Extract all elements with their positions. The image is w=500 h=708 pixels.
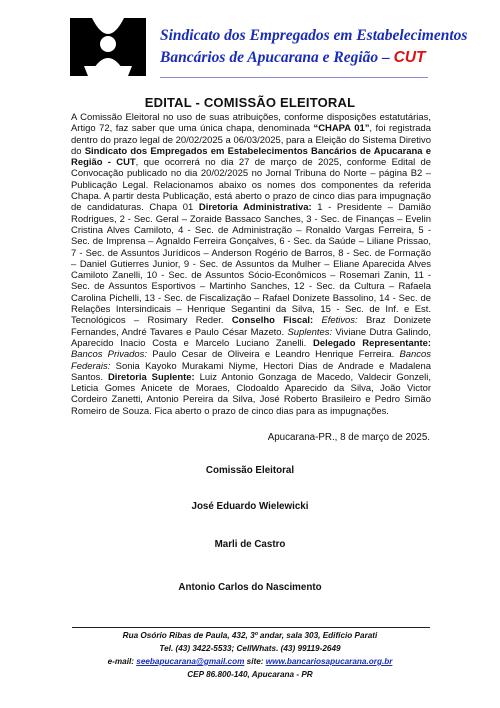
bancos-privados-label: Bancos Privados:: [71, 349, 148, 361]
union-members-silhouette-icon: [70, 18, 146, 76]
footer-email-label: e-mail:: [107, 657, 137, 666]
body-text: , que ocorrerá no dia 27 de março de 2025, conforme Edital de Convocação publicado no dia 20/02/2025 no Jornal Tribuna do Norte – página B2 – Publicação Legal. Relacionamos abaixo os nomes dos componentes da referida Chapa. A partir desta Publicação, está aberto o prazo de cinco dias para impugnação de candidaturas. Chapa 01: [71, 157, 432, 214]
bancos-federais-members: Sonia Kayoko Murakami Niyme, Hectori Dias de Andrade e Madalena Santos.: [71, 360, 431, 383]
signature-name: Marli de Castro: [214, 539, 286, 550]
efetivos-label: Efetivos:: [313, 315, 358, 327]
footer-site-label: site:: [244, 657, 266, 666]
suplentes-label: Suplentes:: [287, 326, 333, 338]
header-line2-text: Bancários de Apucarana e Região –: [160, 49, 394, 66]
footer-contacts: [0, 657, 500, 666]
union-logo: [70, 18, 146, 76]
bancos-privados-members: Paulo Cesar de Oliveira e Leandro Henrique Ferreira.: [147, 349, 400, 361]
diretoria-administrativa-members: 1 - Presidente – Damião Rodrigues, 2 - Sec. Geral – Zoraide Bassaco Sanches, 3 - Sec. de Finanças – Evelin Cristina Alves Camiloto, 4 - Sec. de Administração – Ronaldo Vargas Ferreira, 5 - Sec. de Imprensa – Agnaldo Ferreira Gonçalves, 6 - Sec. da Saúde – Liliane Prissao, 7 - Sec. de Assuntos Jurídicos – Anderson Rogério de Barros, 8 - Sec. de Formação – Daniel Gutierres Junior, 9 - Sec. de Assuntos da Mulher – Eliane Aparecida Alves Camiloto Zanelli, 10 - Sec. de Assuntos Sócio-Econômicos – Rosemari Zanin, 11 - Sec. de Assuntos Esportivos – Martinho Sanches, 12 - Sec. da Cultura – Rafaela Carolina Pichelli, 13 - Sec. de Fiscalização – Rafael Donizete Bassolino, 14 - Sec. de Relações Intersindicais – Henrique Segantini da Silva, 15 - Sec. de Inf. e Est. Tecnológicos – Rosimary Reder.: [71, 202, 431, 327]
chapa-name: “CHAPA 01”: [313, 123, 370, 135]
suplentes-members: Viviane Dutra Galindo, Aparecido Inacio Costa e Marcelo Luciano Zanelli.: [71, 326, 431, 349]
header-union-name-line1: Sindicato dos Empregados em Estabelecimentos: [160, 27, 468, 44]
conselho-fiscal-label: Conselho Fiscal:: [231, 315, 314, 327]
diretoria-suplente-label: Diretoria Suplente:: [107, 371, 195, 383]
document-date: Apucarana-PR., 8 de março de 2025.: [267, 432, 430, 443]
footer-email-link[interactable]: seebapucarana@gmail.com: [136, 657, 245, 666]
delegado-label: Delegado Representante:: [313, 337, 432, 349]
body-text: A Comissão Eleitoral no uso de suas atribuições, conforme disposições estatutárias, Artigo 72, faz saber que uma única chapa, denominada: [71, 112, 431, 135]
signature-name: Antonio Carlos do Nascimento: [178, 582, 322, 593]
footer-cep: CEP 86.800-140, Apucarana - PR: [187, 670, 313, 679]
bancos-federais-label: Bancos Federais:: [71, 349, 431, 372]
footer-site-link[interactable]: www.bancariosapucarana.org.br: [265, 657, 393, 666]
efetivos-members: Braz Donizete Fernandes, André Tavares e Paulo César Mazeto.: [71, 315, 432, 338]
header-union-name-line2: [160, 49, 426, 67]
edital-body: [71, 112, 431, 417]
signature-commission: Comissão Eleitoral: [205, 465, 295, 476]
footer-address: Rua Osório Ribas de Paula, 432, 3º andar, sala 303, Edifício Parati: [122, 631, 378, 640]
header-cut-label: CUT: [393, 49, 426, 66]
body-text: , foi registrada dentro do prazo legal de 20/02/2025 a 06/03/2025, para a Eleição do Sistema Diretivo do: [71, 123, 431, 157]
signature-name: José Eduardo Wielewicki: [191, 501, 309, 512]
footer-phones: Tel. (43) 3422-5533; CellWhats. (43) 99119-2649: [159, 644, 341, 653]
footer-divider: [72, 627, 430, 628]
diretoria-suplente-members: Luiz Antonio Gonzaga de Macedo, Valdecir Gonzeli, Leticia Gomes Anicete de Moraes, Clodoaldo Aparecido da Silva, João Victor Cordeiro Zanetti, Antonio Pereira da Silva, José Roberto Brasileiro e Pedro Simão Romeiro de Souza. Fica aberto o prazo de cinco dias para as impugnações.: [71, 371, 431, 417]
diretoria-administrativa-label: Diretoria Administrativa:: [198, 202, 312, 214]
union-full-name: Sindicato dos Empregados em Estabelecimentos Bancários de Apucarana e Região - CUT: [71, 145, 432, 169]
header-divider: [160, 77, 428, 78]
document-title: EDITAL - COMISSÃO ELEITORAL: [144, 95, 356, 110]
